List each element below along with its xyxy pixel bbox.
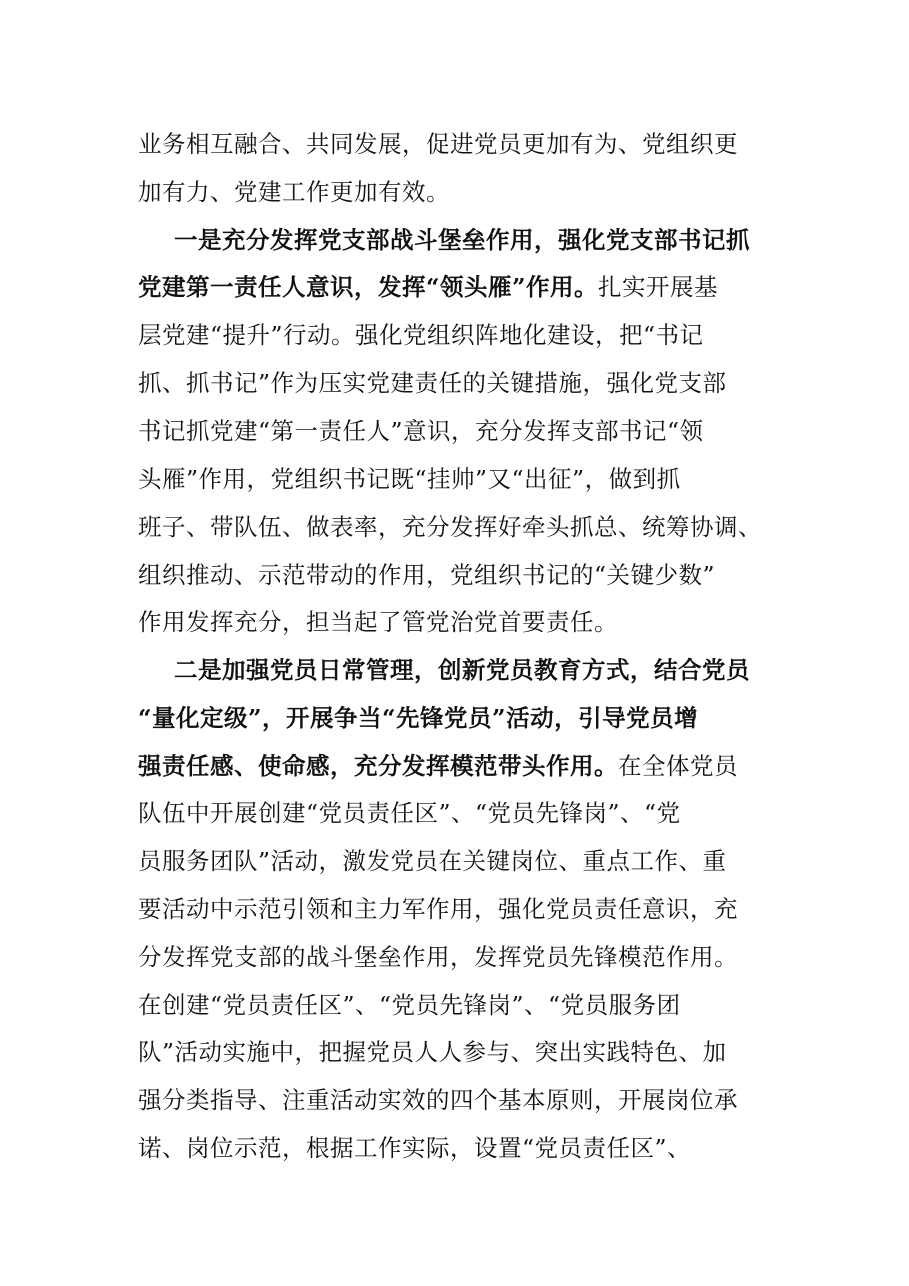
paragraph-3-line-10: 强分类指导、注重活动实效的四个基本原则，开展岗位承: [138, 1086, 738, 1114]
paragraph-2-line-9: 作用发挥充分，担当起了管党治党首要责任。: [138, 608, 618, 636]
paragraph-2-line-4: 抓、抓书记”作为压实党建责任的关键措施，强化党支部: [138, 369, 727, 397]
paragraph-3-line-5: 员服务团队”活动，激发党员在关键岗位、重点工作、重: [138, 847, 727, 875]
paragraph-3-line-3-tail: 在全体党员: [618, 752, 738, 780]
paragraph-3-heading-line-2: “量化定级”，开展争当“先锋党员”活动，引导党员增: [138, 704, 699, 732]
paragraph-2-line-5: 书记抓党建“第一责任人”意识，充分发挥支部书记“领: [138, 417, 704, 445]
paragraph-2-heading-line-1: 一是充分发挥党支部战斗堡垒作用，强化党支部书记抓: [174, 226, 750, 254]
paragraph-2-line-7: 班子、带队伍、做表率，充分发挥好牵头抓总、统筹协调、: [138, 513, 762, 541]
paragraph-1-line-2: 加有力、党建工作更加有效。: [138, 178, 450, 206]
paragraph-2-line-3: 层党建“提升”行动。强化党组织阵地化建设，把“书记: [138, 321, 704, 349]
paragraph-2-heading-line-2: 党建第一责任人意识，发挥“领头雁”作用。: [138, 273, 599, 301]
paragraph-2-line-2: [138, 267, 718, 307]
paragraph-2-line-2-tail: 扎实开展基: [598, 273, 719, 301]
paragraph-3-line-9: 队”活动实施中，把握党员人人参与、突出实践特色、加: [138, 1038, 727, 1066]
paragraph-1-line-1: 业务相互融合、共同发展，促进党员更加有为、党组织更: [138, 130, 738, 158]
paragraph-3-line-6: 要活动中示范引领和主力军作用，强化党员责任意识，充: [138, 895, 738, 923]
paragraph-3-heading-line-1: 二是加强党员日常管理，创新党员教育方式，结合党员: [174, 656, 750, 684]
paragraph-3-line-11: 诺、岗位示范，根据工作实际，设置“党员责任区”、: [138, 1134, 692, 1162]
paragraph-3-heading-line-3: 强责任感、使命感，充分发挥模范带头作用。: [138, 752, 618, 780]
paragraph-2-line-8: 组织推动、示范带动的作用，党组织书记的“关键少数”: [138, 561, 716, 589]
paragraph-3-line-3: [138, 746, 738, 786]
paragraph-2-line-6: 头雁”作用，党组织书记既“挂帅”又“出征”，做到抓: [138, 465, 681, 493]
paragraph-3-line-4: 队伍中开展创建“党员责任区”、“党员先锋岗”、“党: [138, 799, 681, 827]
paragraph-3-line-8: 在创建“党员责任区”、“党员先锋岗”、“党员服务团: [138, 991, 681, 1019]
paragraph-3-line-7: 分发挥党支部的战斗堡垒作用，发挥党员先锋模范作用。: [138, 943, 738, 971]
